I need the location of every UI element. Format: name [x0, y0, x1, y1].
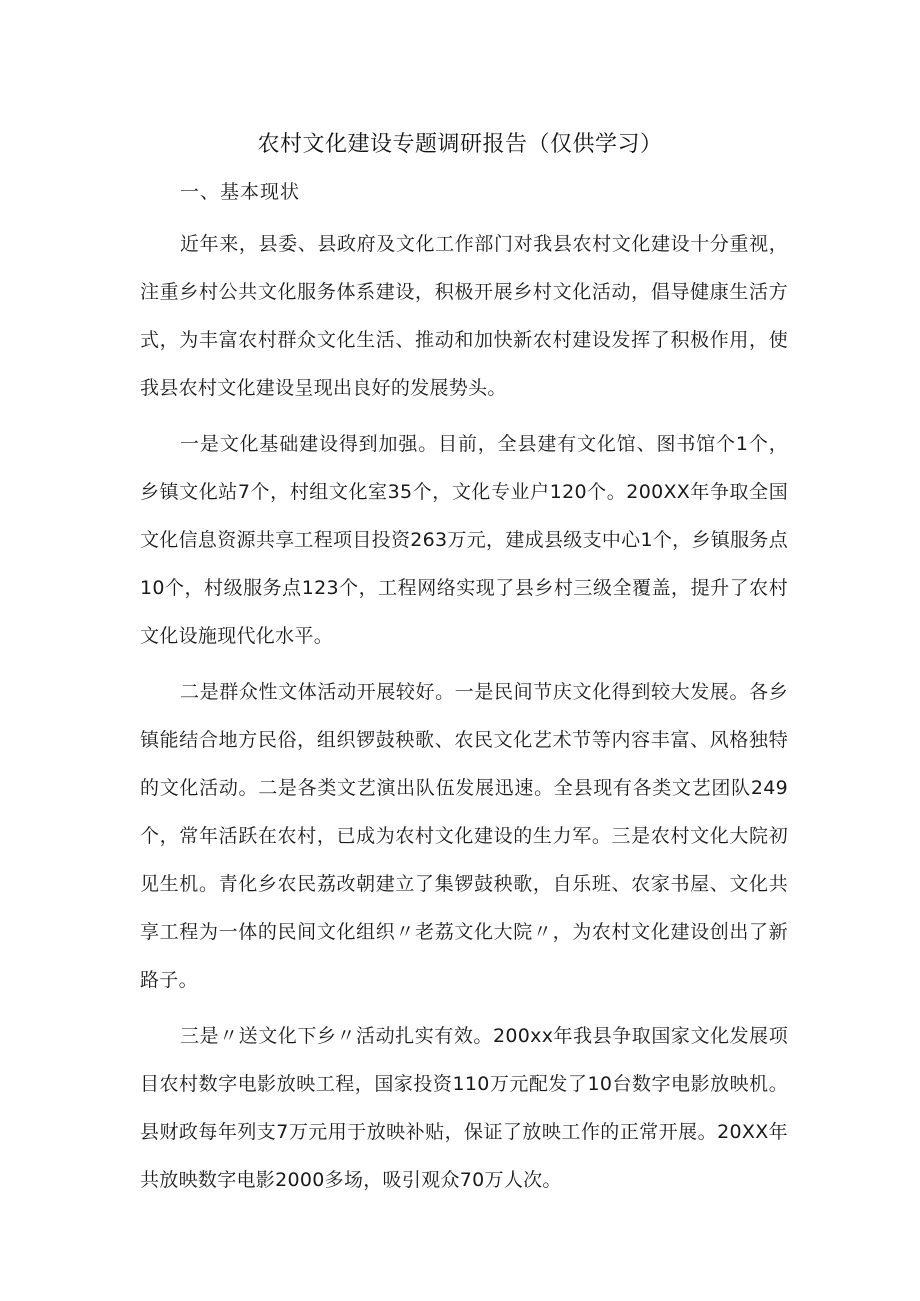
paragraph-activities: 二是群众性文体活动开展较好。一是民间节庆文化得到较大发展。各乡镇能结合地方民俗，组织锣鼓秧歌、农民文化艺术节等内容丰富、风格独特的文化活动。二是各类文艺演出队伍发展迅速。全县现有各类文艺团队249个，常年活跃在农村，已成为农村文化建设的生力军。三是农村文化大院初见生机。青化乡农民荔改朝建立了集锣鼓秧歌，自乐班、农家书屋、文化共享工程为一体的民间文化组织〃老荔文化大院〃，为农村文化建设创出了新路子。 [140, 681, 788, 991]
paragraph-infrastructure: 一是文化基础建设得到加强。目前，全县建有文化馆、图书馆个1个，乡镇文化站7个，村组文化室35个，文化专业户120个。200XX年争取全国文化信息资源共享工程项目投资263万元，建成县级支中心1个，乡镇服务点10个，村级服务点123个，工程网络实现了县乡村三级全覆盖，提升了农村文化设施现代化水平。 [140, 433, 788, 647]
section-heading: 一、基本现状 [180, 181, 301, 203]
document-title: 农村文化建设专题调研报告（仅供学习） [257, 132, 663, 157]
paragraph-intro: 近年来，县委、县政府及文化工作部门对我县农村文化建设十分重视，注重乡村公共文化服务体系建设，积极开展乡村文化活动，倡导健康生活方式，为丰富农村群众文化生活、推动和加快新农村建设发挥了积极作用，使我县农村文化建设呈现出良好的发展势头。 [140, 233, 788, 399]
document-body [140, 172, 788, 1204]
paragraph-culture-to-countryside: 三是〃送文化下乡〃活动扎实有效。200xx年我县争取国家文化发展项目农村数字电影放映工程，国家投资110万元配发了10台数字电影放映机。县财政每年列支7万元用于放映补贴，保证了放映工作的正常开展。20XX年共放映数字电影2000多场，吸引观众70万人次。 [140, 1025, 788, 1191]
